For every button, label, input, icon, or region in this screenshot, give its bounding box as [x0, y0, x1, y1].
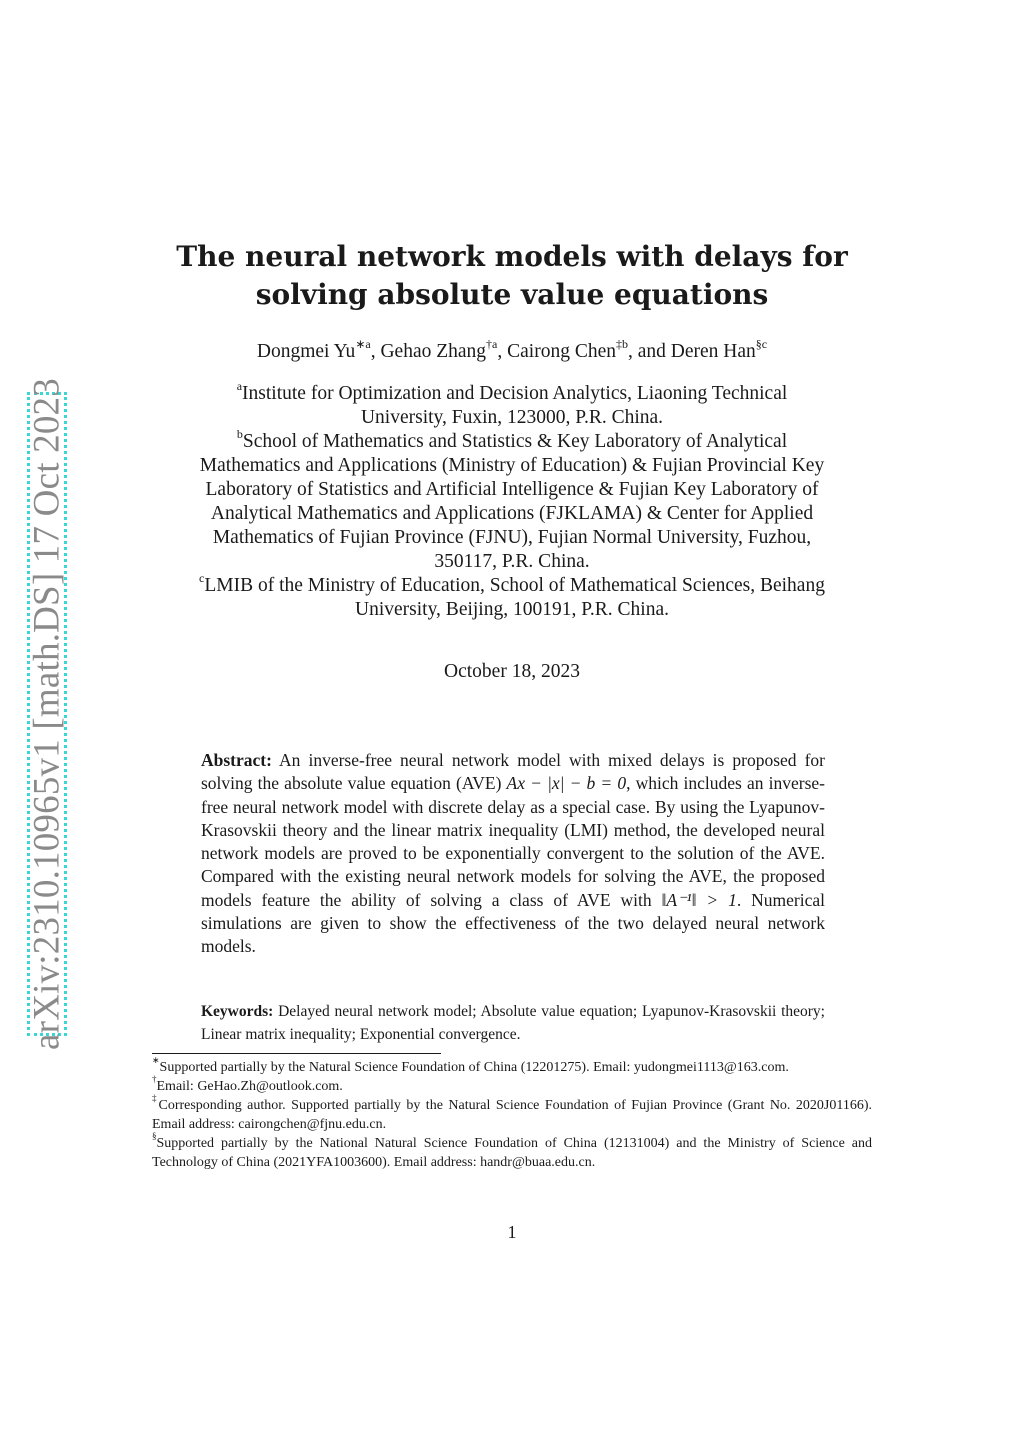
- affiliation-c: [140, 570, 884, 622]
- abstract-label: Abstract:: [201, 750, 272, 770]
- author-mark: †a: [486, 336, 498, 351]
- author-name: Cairong Chen: [507, 341, 616, 362]
- footnote-mark: ‡: [152, 1093, 159, 1104]
- footnote: [152, 1093, 872, 1134]
- keywords: [201, 1000, 825, 1046]
- footnote: [152, 1074, 872, 1096]
- affiliation-line: School of Mathematics and Statistics & Key Laboratory of Analytical: [242, 431, 788, 452]
- arxiv-stamp[interactable]: arXiv:2310.10965v1 [math.DS] 17 Oct 2023: [26, 378, 68, 1050]
- page-number: 1: [507, 1222, 517, 1242]
- affiliation-line: 350117, P.R. China.: [434, 551, 590, 572]
- title-line-2: solving absolute value equations: [255, 278, 769, 311]
- paper-title: [150, 238, 874, 314]
- footnote-text: Email: GeHao.Zh@outlook.com.: [156, 1079, 343, 1094]
- author-mark: ‡b: [615, 336, 628, 351]
- footnote: [152, 1055, 872, 1077]
- affiliation-line: Mathematics and Applications (Ministry of Education) & Fujian Provincial Key: [199, 455, 825, 476]
- footnotes: [152, 1055, 872, 1172]
- publication-date: October 18, 2023: [444, 661, 580, 682]
- abstract-text: . Numerical simulations are given to show the effectiveness of the two delayed neural network models.: [201, 889, 826, 957]
- abstract-text: An inverse-free neural network model with mixed delays is proposed for solving the absolute value equation (AVE): [201, 750, 825, 794]
- affiliation-line: Mathematics of Fujian Province (FJNU), Fujian Normal University, Fuzhou,: [212, 527, 812, 548]
- abstract-text: , which includes an inverse-free neural network model with discrete delay as a special case. By using the Lyapunov-Krasovskii theory and the linear matrix inequality (LMI) method, the developed neural network models are proved to be exponentially convergent to the solution of the AVE. Compared with the existing neural network models for solving the AVE, the proposed models feature the ability of solving a class of AVE with: [201, 773, 825, 910]
- keywords-label: Keywords:: [201, 1003, 274, 1020]
- footnote: [152, 1131, 872, 1172]
- affiliation-line: Laboratory of Statistics and Artificial Intelligence & Fujian Key Laboratory of: [205, 479, 819, 500]
- affiliation-mark: a: [236, 378, 243, 393]
- footnote-mark: †: [152, 1074, 157, 1085]
- footnote-mark: ∗: [152, 1055, 160, 1066]
- abstract-equation: Ax − |x| − b = 0: [506, 773, 627, 794]
- title-line-1: The neural network models with delays for: [176, 240, 848, 273]
- affiliation-line: University, Beijing, 100191, P.R. China.: [355, 599, 669, 620]
- footnote-rule: [152, 1053, 441, 1054]
- author-name: Dongmei Yu: [256, 341, 356, 362]
- affiliation-b: [140, 426, 884, 574]
- footnote-mark: §: [152, 1131, 157, 1142]
- affiliation-mark: b: [236, 426, 243, 441]
- affiliation-line: LMIB of the Ministry of Education, School of Mathematical Sciences, Beihang: [204, 575, 825, 596]
- author-separator: , and: [627, 341, 671, 362]
- author-separator: ,: [497, 341, 508, 362]
- keywords-text: Delayed neural network model; Absolute value equation; Lyapunov-Krasovskii theory; Linear matrix inequality; Exponential convergence.: [201, 1003, 825, 1043]
- author-name: Deren Han: [670, 341, 756, 362]
- abstract: [201, 749, 825, 959]
- author-list: [150, 338, 874, 366]
- affiliation-mark: c: [199, 570, 205, 585]
- abstract-norm: ‖A⁻¹‖ > 1: [661, 889, 737, 910]
- author-name: Gehao Zhang: [380, 341, 487, 362]
- affiliation-line: Institute for Optimization and Decision Analytics, Liaoning Technical: [242, 383, 788, 404]
- affiliation-a: [140, 378, 884, 430]
- footnote-text: Supported partially by the Natural Science Foundation of China (12201275). Email: yudongmei1113@163.com.: [159, 1060, 789, 1075]
- affiliation-line: University, Fuxin, 123000, P.R. China.: [360, 407, 664, 428]
- footnote-text: Supported partially by the National Natural Science Foundation of China (12131004) and the Ministry of Science and Technology of China (2021YFA1003600). Email address: handr@buaa.edu.cn.: [152, 1136, 872, 1170]
- author-separator: ,: [370, 341, 381, 362]
- author-mark: §c: [755, 336, 768, 351]
- affiliation-line: Analytical Mathematics and Applications (FJKLAMA) & Center for Applied: [210, 503, 814, 524]
- footnote-text: Corresponding author. Supported partially by the Natural Science Foundation of Fujian Province (Grant No. 2020J01166). Email address: cairongchen@fjnu.edu.cn.: [152, 1098, 872, 1132]
- author-mark: ∗a: [355, 336, 371, 351]
